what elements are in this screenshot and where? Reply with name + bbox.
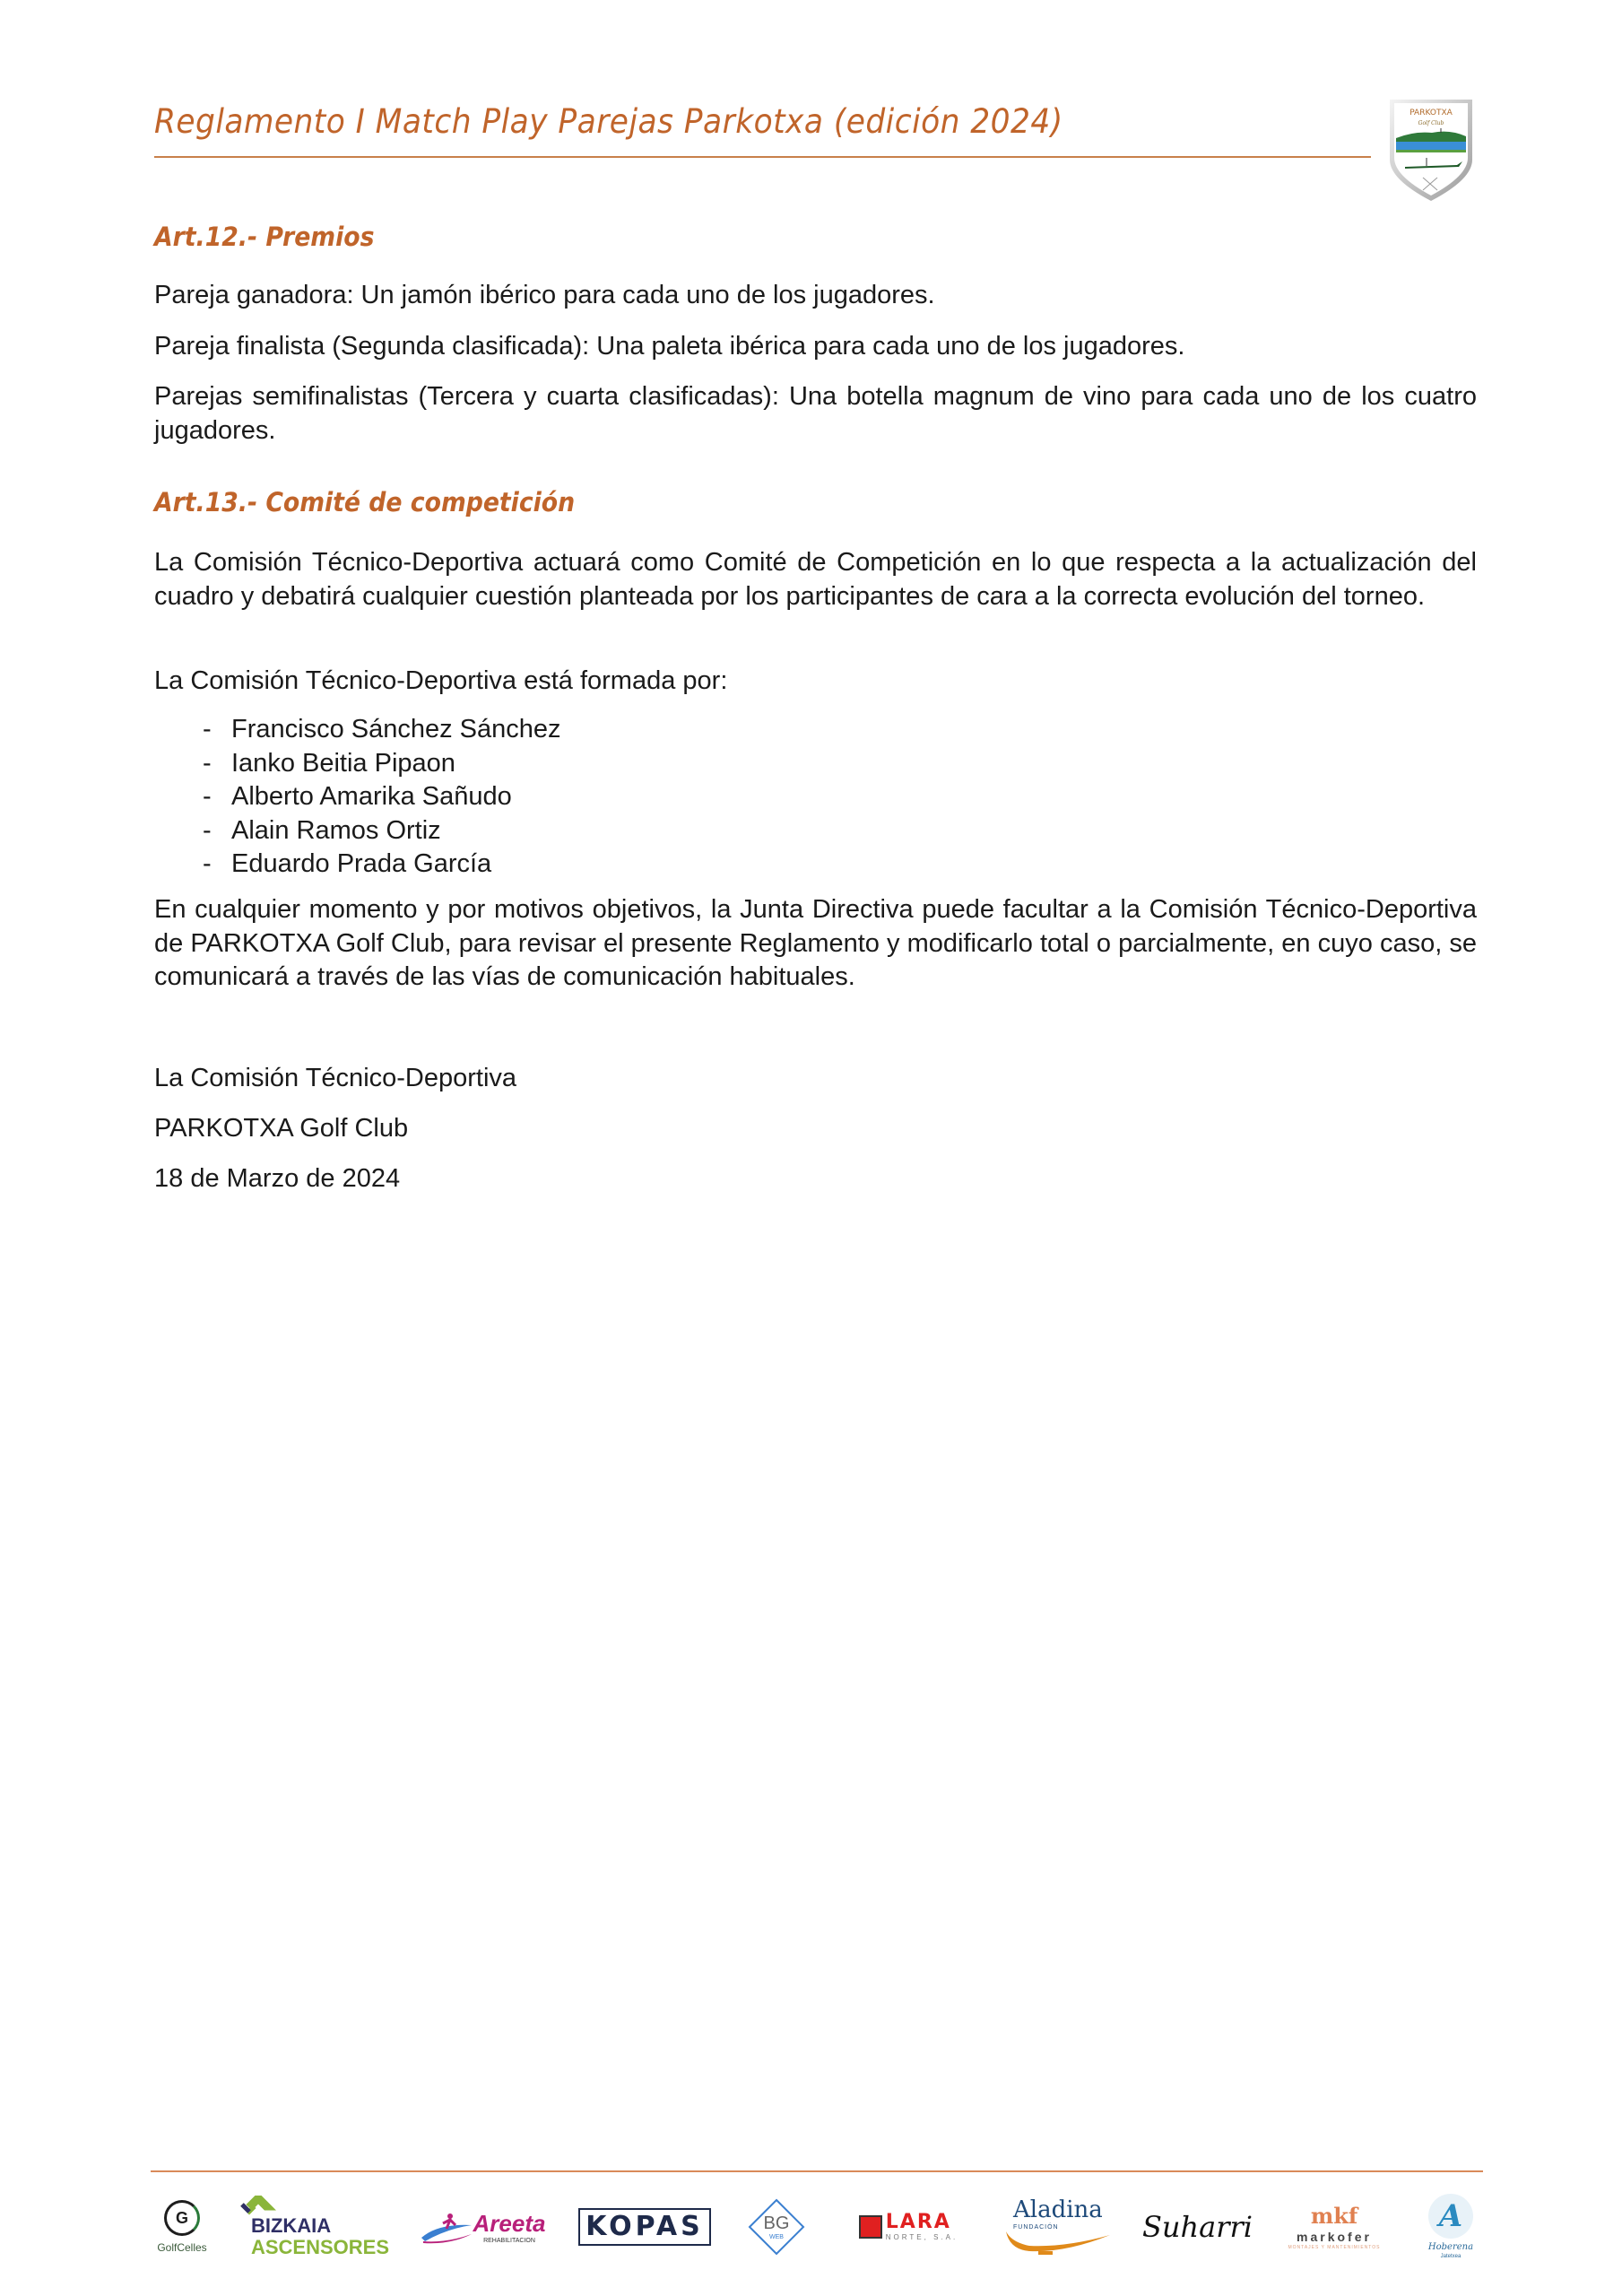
list-bullet: - — [203, 782, 212, 811]
bizkaia-sub: ASCENSORES — [250, 2236, 390, 2258]
areeta-name: Areeta — [473, 2209, 546, 2237]
sponsor-bizkaia-logo — [239, 2178, 391, 2276]
lara-name: LARA — [885, 2211, 951, 2233]
sponsor-lara-logo — [841, 2178, 976, 2276]
kopas-name: KOPAS — [578, 2208, 710, 2246]
section-heading-premios: Art.12.- Premios — [154, 222, 375, 252]
markofer-sub: MONTAJES Y MANTENIMIENTOS — [1288, 2244, 1381, 2250]
document-title: Reglamento I Match Play Parejas Parkotxa (edición 2024) — [154, 102, 1063, 141]
areeta-swoosh-icon — [420, 2207, 473, 2247]
bizkaia-chevron-icon — [240, 2196, 276, 2215]
prize-finalist: Pareja finalista (Segunda clasificada): Una paleta ibérica para cada uno de los jugadores. — [154, 332, 1185, 361]
markofer-name: markofer — [1297, 2229, 1372, 2244]
aladina-sub: FUNDACIÓN — [1013, 2223, 1059, 2231]
lara-mark-icon — [859, 2215, 882, 2239]
member-name: Alberto Amarika Sañudo — [231, 782, 512, 811]
prize-winner: Pareja ganadora: Un jamón ibérico para cada uno de los jugadores. — [154, 281, 935, 309]
golfcelles-mark: G — [175, 2209, 188, 2227]
member-item — [203, 814, 561, 848]
sponsor-golfcelles-logo — [151, 2178, 213, 2276]
list-bullet: - — [203, 748, 212, 778]
reglamento-revision-note: En cualquier momento y por motivos objetivos, la Junta Directiva puede facultar a la Comisión Técnico-Deportiva de PARKOTXA Golf Club, para revisar el presente Reglamento y modificarlo total o parcialmente, en cuyo caso, se comunicará a través de las vías de comunicación habituales. — [154, 895, 1477, 991]
member-name: Alain Ramos Ortiz — [231, 815, 441, 845]
aladina-lamp-icon — [1002, 2231, 1119, 2258]
areeta-sub: REHABILITACION — [483, 2237, 535, 2244]
list-bullet: - — [203, 815, 212, 845]
sponsor-logos — [151, 2178, 1487, 2276]
member-item — [203, 747, 561, 781]
member-item — [203, 713, 561, 747]
signature-committee: La Comisión Técnico-Deportiva — [154, 1064, 517, 1092]
sponsor-suharri-logo — [1141, 2178, 1253, 2276]
bgweb-sub: WEB — [769, 2233, 784, 2240]
list-bullet: - — [203, 715, 212, 744]
comite-description: La Comisión Técnico-Deportiva actuará como Comité de Competición en lo que respecta a la actualización del cuadro y debatirá cualquier cuestión planteada por los participantes de cara a la correcta evolución del torneo. — [154, 548, 1477, 611]
signature-club: PARKOTXA Golf Club — [154, 1114, 409, 1143]
markofer-mark: mkf — [1310, 2202, 1358, 2229]
sponsor-kopas-logo — [577, 2178, 712, 2276]
section-heading-comite: Art.13.- Comité de competición — [154, 487, 576, 517]
member-item — [203, 848, 561, 882]
logo-subtitle: Golf Club — [1418, 120, 1444, 126]
sponsor-aladina-logo — [1002, 2178, 1119, 2276]
sponsor-markofer-logo — [1271, 2178, 1397, 2276]
bizkaia-name: BIZKAIA — [250, 2214, 332, 2237]
footer-divider — [151, 2170, 1483, 2172]
header-divider — [154, 156, 1371, 158]
hoberena-mark: A — [1438, 2198, 1463, 2234]
logo-name: PARKOTXA — [1409, 109, 1453, 117]
bgweb-name: BG — [763, 2213, 790, 2233]
hoberena-sub: Jatetxea — [1440, 2254, 1462, 2259]
hoberena-name: Hoberena — [1427, 2242, 1474, 2252]
parkotxa-club-logo — [1387, 97, 1475, 203]
sponsor-hoberena-logo — [1415, 2178, 1487, 2276]
suharri-name: Suharri — [1141, 2210, 1253, 2244]
sponsor-areeta-logo — [411, 2178, 554, 2276]
aladina-name: Aladina — [1013, 2196, 1103, 2223]
golfcelles-name: GolfCelles — [157, 2241, 207, 2254]
member-name: Eduardo Prada García — [231, 849, 492, 878]
sponsor-bgweb-logo — [741, 2178, 812, 2276]
lara-sub: NORTE, S.A. — [885, 2233, 958, 2241]
comite-members-list — [203, 713, 561, 882]
signature-date: 18 de Marzo de 2024 — [154, 1164, 401, 1193]
list-bullet: - — [203, 849, 212, 878]
comite-members-intro: La Comisión Técnico-Deportiva está formada por: — [154, 666, 728, 695]
prize-semifinalists: Parejas semifinalistas (Tercera y cuarta clasificadas): Una botella magnum de vino para cada uno de los cuatro jugadores. — [154, 382, 1477, 445]
member-item — [203, 780, 561, 814]
member-name: Francisco Sánchez Sánchez — [231, 715, 561, 744]
member-name: Ianko Beitia Pipaon — [231, 748, 455, 778]
